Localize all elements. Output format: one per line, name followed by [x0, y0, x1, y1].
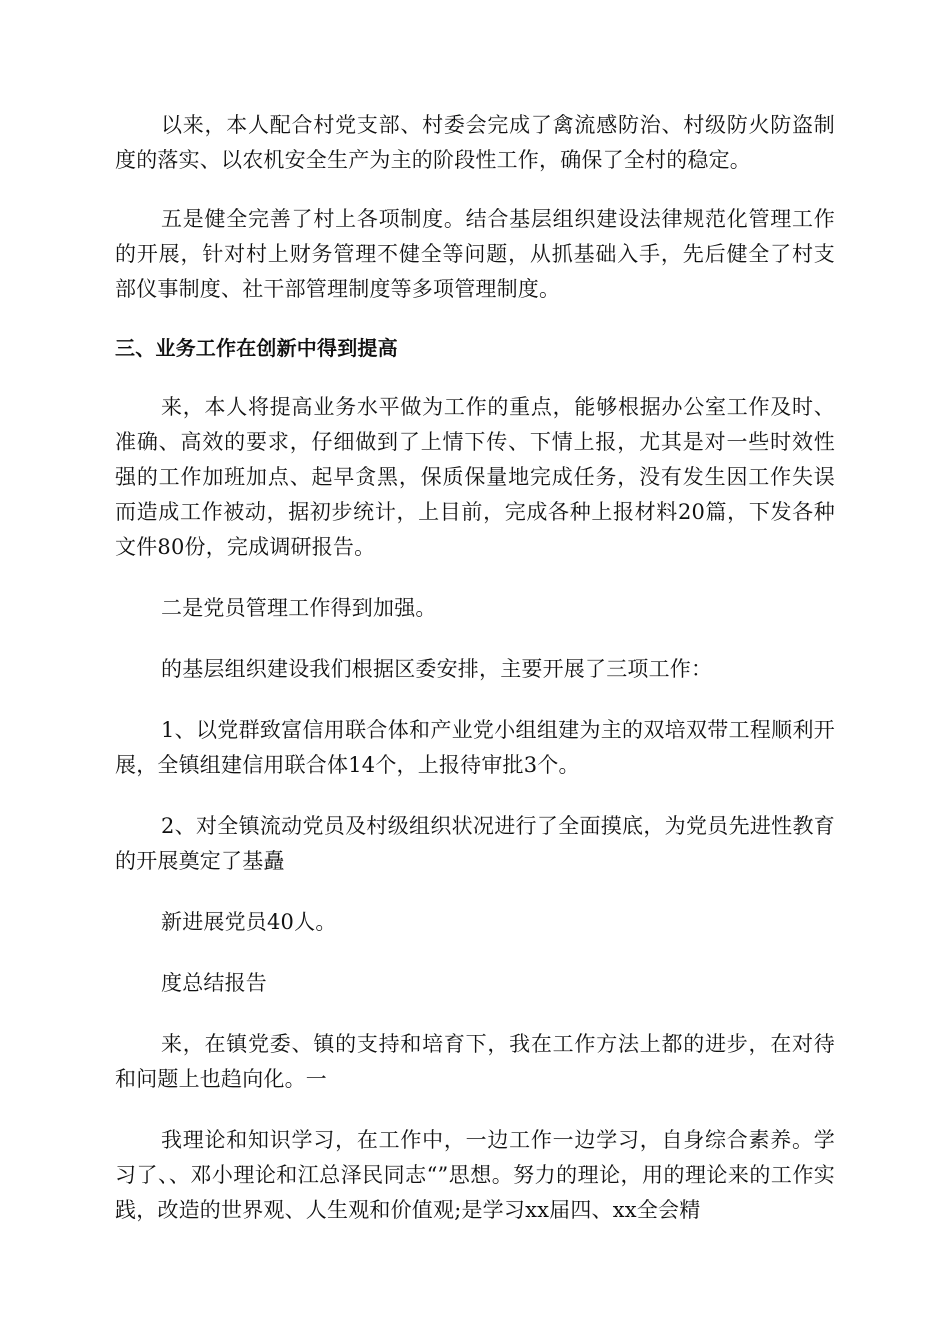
section-heading: 三、业务工作在创新中得到提高 [115, 336, 398, 360]
paragraph-5: 的基层组织建设我们根据区委安排，主要开展了三项工作： [161, 657, 713, 681]
paragraph-6: 1、以党群致富信用联合体和产业党小组组建为主的双培双带工程顺利开展，全镇组建信用联合体14个，上报待审批3个。 [115, 718, 835, 777]
document-body [115, 108, 835, 1228]
paragraph-7: 2、对全镇流动党员及村级组织状况进行了全面摸底，为党员先进性教育的开展奠定了基矗 [115, 814, 835, 873]
paragraph-9: 度总结报告 [161, 971, 267, 995]
paragraph-8: 新进展党员40人。 [161, 910, 337, 934]
paragraph-3: 来，本人将提高业务水平做为工作的重点，能够根据办公室工作及时、准确、高效的要求，仔细做到了上情下传、下情上报，尤其是对一些时效性强的工作加班加点、起早贪黑，保质保量地完成任务，没有发生因工作失误而造成工作被动，据初步统计，上目前，完成各种上报材料20篇，下发各种文件80份，完成调研报告。 [115, 395, 835, 559]
paragraph-11: 我理论和知识学习，在工作中，一边工作一边学习，自身综合素养。学习了、、邓小理论和江总泽民同志“”思想。努力的理论，用的理论来的工作实践，改造的世界观、人生观和价值观;是学习xx届四、xx全会精 [115, 1128, 835, 1222]
paragraph-2: 五是健全完善了村上各项制度。结合基层组织建设法律规范化管理工作的开展，针对村上财务管理不健全等问题，从抓基础入手，先后健全了村支部仪事制度、社干部管理制度等多项管理制度。 [115, 207, 835, 301]
paragraph-1: 以来，本人配合村党支部、村委会完成了禽流感防治、村级防火防盗制度的落实、以农机安全生产为主的阶段性工作，确保了全村的稳定。 [115, 113, 835, 172]
paragraph-10: 来，在镇党委、镇的支持和培育下，我在工作方法上都的进步，在对待和问题上也趋向化。一 [115, 1032, 835, 1091]
paragraph-4: 二是党员管理工作得到加强。 [161, 596, 437, 620]
